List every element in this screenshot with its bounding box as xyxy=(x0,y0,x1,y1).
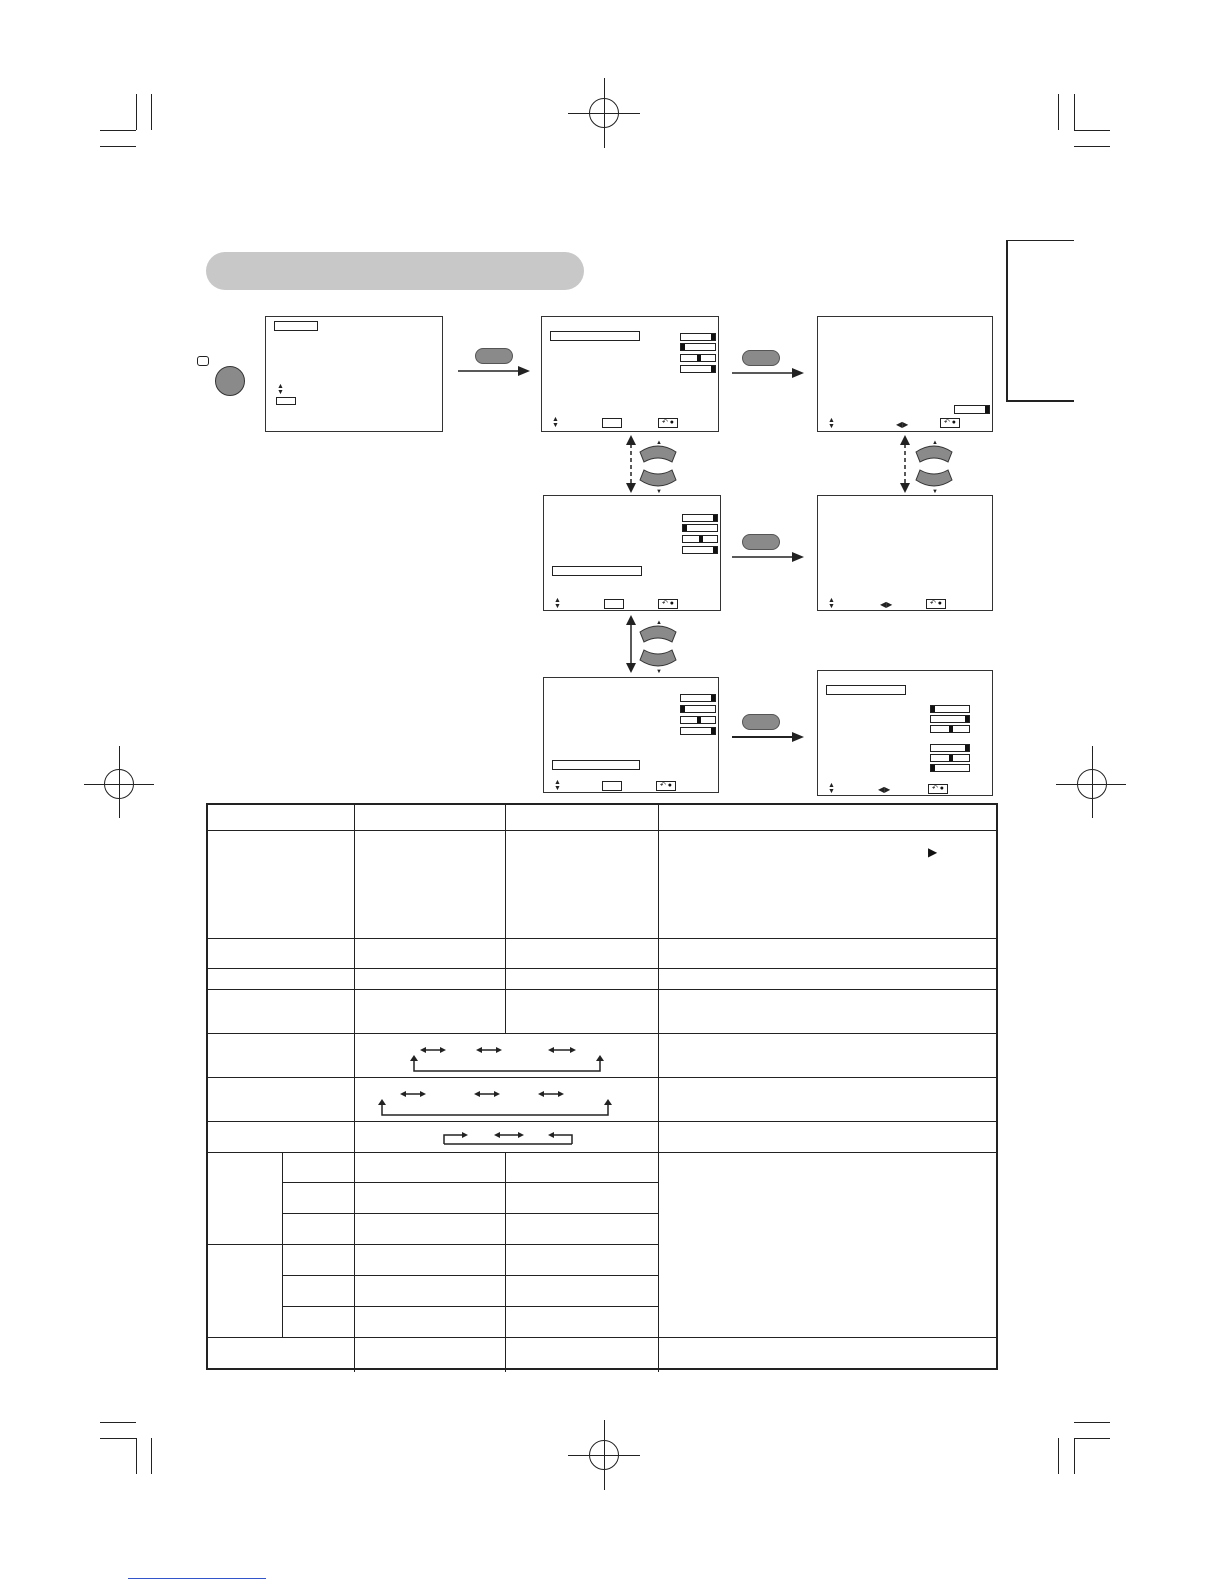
dashed-double-arrow-left-1 xyxy=(624,434,638,494)
slider-bar-3 xyxy=(680,716,716,724)
arrow-glyph: ▶ xyxy=(928,845,938,859)
svg-text:▼: ▼ xyxy=(932,489,938,494)
return-icon: ↶ ● xyxy=(928,784,948,794)
svg-text:▼: ▼ xyxy=(656,489,662,494)
slider-bar-2 xyxy=(680,705,716,713)
slider-bar-3 xyxy=(682,535,718,543)
slider-bar-1 xyxy=(680,694,716,702)
slider-bar-4 xyxy=(930,744,970,752)
slider-bar-1 xyxy=(930,705,970,713)
main-menu-title-box xyxy=(274,321,318,331)
rocker-button-left-2[interactable] xyxy=(638,618,678,674)
select-key-box xyxy=(276,397,296,405)
return-icon: ↶ ● xyxy=(658,599,678,609)
highlight-row xyxy=(550,331,640,341)
select-key-box xyxy=(604,599,624,609)
up-down-arrows-icon: ▲ ▼ xyxy=(552,416,559,429)
up-down-arrows-icon: ▲ ▼ xyxy=(828,597,835,610)
flow-arrow-4 xyxy=(730,730,806,744)
svg-text:▲: ▲ xyxy=(656,620,662,626)
settings-table xyxy=(206,803,998,1370)
pill-button-3[interactable] xyxy=(742,534,780,550)
cycle-diagram-1 xyxy=(404,1037,634,1077)
flow-arrow-3 xyxy=(730,550,806,564)
pill-button-1[interactable] xyxy=(475,348,513,364)
slider-bar-4 xyxy=(680,727,716,735)
pill-button-2[interactable] xyxy=(742,350,780,366)
flow-arrow-1 xyxy=(456,364,532,378)
rocker-button-right-1[interactable] xyxy=(914,438,954,494)
slider-bar-1 xyxy=(682,514,718,522)
slider-bar-1 xyxy=(680,333,716,341)
highlight-row xyxy=(552,760,640,770)
return-icon: ↶ ● xyxy=(940,418,960,428)
return-icon: ↶ ● xyxy=(926,599,946,609)
slider-bar-3 xyxy=(680,354,716,362)
pill-button-4[interactable] xyxy=(742,714,780,730)
slider-bar-4 xyxy=(682,546,718,554)
slider-bar-3 xyxy=(930,725,970,733)
left-right-arrows-icon: ◀▶ xyxy=(880,600,893,609)
rocker-button-left-1[interactable] xyxy=(638,438,678,494)
up-down-arrows-icon: ▲ ▼ xyxy=(554,597,561,610)
select-key-box xyxy=(602,781,622,791)
highlight-row xyxy=(826,685,906,695)
sub-screen-bottom xyxy=(817,670,993,796)
cycle-diagram-2 xyxy=(372,1081,618,1121)
sub-screen-mid xyxy=(817,495,993,611)
highlight-row xyxy=(552,566,642,576)
slider-bar-4 xyxy=(680,365,716,373)
left-right-arrows-icon: ◀▶ xyxy=(896,420,909,429)
double-arrow-left-2 xyxy=(624,614,638,674)
return-icon: ↶ ● xyxy=(658,418,678,428)
slider-bar-2 xyxy=(680,343,716,351)
picture-menu-top xyxy=(541,316,719,432)
slider-bar-2 xyxy=(682,524,718,532)
dashed-double-arrow-right-1 xyxy=(898,434,912,494)
picture-menu-bottom xyxy=(543,677,719,793)
remote-round-button[interactable] xyxy=(215,366,245,396)
footer-link-underline[interactable] xyxy=(128,1578,266,1579)
slider-bar-2 xyxy=(930,715,970,723)
select-key-box xyxy=(602,418,622,428)
cycle-diagram-3 xyxy=(434,1125,584,1151)
menu-button-icon xyxy=(197,356,209,366)
flow-arrow-2 xyxy=(730,366,806,380)
svg-text:▲: ▲ xyxy=(932,440,938,446)
left-right-arrows-icon: ◀▶ xyxy=(878,785,891,794)
slider-bar-sub-top xyxy=(954,405,990,414)
up-down-arrows-icon: ▲ ▼ xyxy=(277,383,284,396)
picture-menu-mid xyxy=(543,495,721,611)
slider-bar-6 xyxy=(930,764,970,772)
section-header-bar xyxy=(206,252,584,290)
up-down-arrows-icon: ▲ ▼ xyxy=(828,417,835,430)
svg-text:▲: ▲ xyxy=(656,440,662,446)
slider-bar-5 xyxy=(930,754,970,762)
side-tab xyxy=(1006,240,1074,402)
main-menu-screen xyxy=(265,316,443,432)
svg-text:▼: ▼ xyxy=(656,669,662,674)
up-down-arrows-icon: ▲ ▼ xyxy=(828,782,835,795)
return-icon: ↶ ● xyxy=(656,781,676,791)
up-down-arrows-icon: ▲ ▼ xyxy=(554,779,561,792)
sub-screen-top xyxy=(817,316,993,432)
